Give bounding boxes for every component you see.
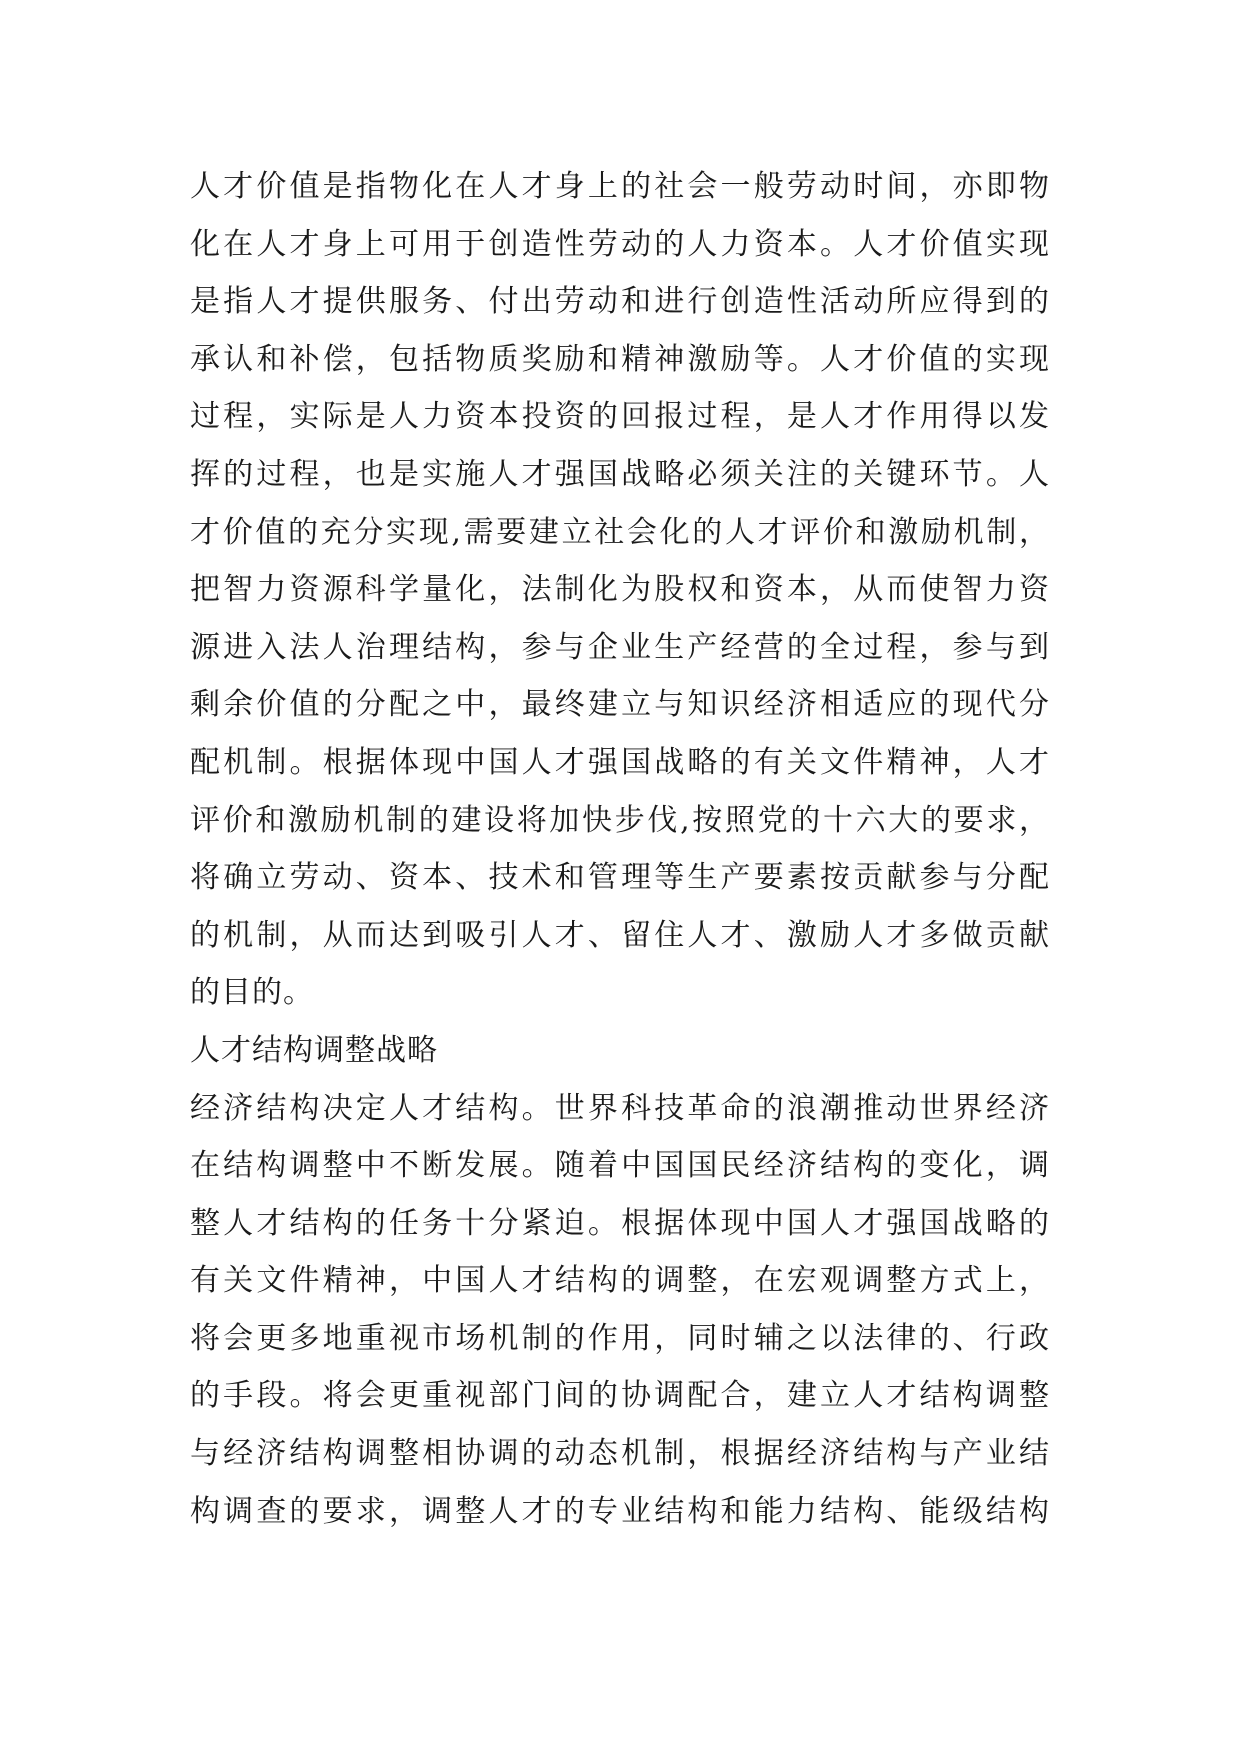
paragraph-talent-value [190, 158, 1050, 1022]
text-line: 的目的。 [190, 975, 314, 1011]
text-line: 过程，实际是人力资本投资的回报过程，是人才作用得以发 [190, 399, 1050, 435]
text-line: 配机制。根据体现中国人才强国战略的有关文件精神，人才 [190, 744, 1050, 780]
text-line: 承认和补偿，包括物质奖励和精神激励等。人才价值的实现 [190, 341, 1050, 377]
text-line: 人才价值是指物化在人才身上的社会一般劳动时间，亦即物 [190, 169, 1050, 204]
text-line: 是指人才提供服务、付出劳动和进行创造性活动所应得到的 [190, 284, 1050, 320]
text-line: 有关文件精神，中国人才结构的调整，在宏观调整方式上， [190, 1263, 1050, 1299]
text-line: 构调查的要求，调整人才的专业结构和能力结构、能级结构 [190, 1493, 1050, 1529]
text-line: 的机制，从而达到吸引人才、留住人才、激励人才多做贡献 [190, 917, 1050, 953]
paragraph-talent-structure [190, 1080, 1050, 1541]
text-line: 经济结构决定人才结构。世界科技革命的浪潮推动世界经济 [190, 1090, 1050, 1126]
text-line: 评价和激励机制的建设将加快步伐,按照党的十六大的要求， [190, 802, 1050, 838]
body-text [190, 158, 1050, 1540]
text-line: 化在人才身上可用于创造性劳动的人力资本。人才价值实现 [190, 226, 1050, 262]
text-line: 在结构调整中不断发展。随着中国国民经济结构的变化，调 [190, 1148, 1050, 1184]
text-line: 剩余价值的分配之中，最终建立与知识经济相适应的现代分 [190, 687, 1050, 723]
text-line: 把智力资源科学量化，法制化为股权和资本，从而使智力资 [190, 572, 1050, 608]
text-line: 挥的过程，也是实施人才强国战略必须关注的关键环节。人 [190, 456, 1050, 492]
text-line: 将会更多地重视市场机制的作用，同时辅之以法律的、行政 [190, 1320, 1050, 1356]
text-line: 整人才结构的任务十分紧迫。根据体现中国人才强国战略的 [190, 1205, 1050, 1241]
text-line: 才价值的充分实现,需要建立社会化的人才评价和激励机制， [190, 514, 1050, 550]
text-line: 与经济结构调整相协调的动态机制，根据经济结构与产业结 [190, 1436, 1050, 1472]
text-line: 源进入法人治理结构，参与企业生产经营的全过程，参与到 [190, 629, 1050, 665]
text-line: 将确立劳动、资本、技术和管理等生产要素按贡献参与分配 [190, 860, 1050, 896]
text-line: 的手段。将会更重视部门间的协调配合，建立人才结构调整 [190, 1378, 1050, 1414]
section-heading: 人才结构调整战略 [190, 1032, 438, 1068]
